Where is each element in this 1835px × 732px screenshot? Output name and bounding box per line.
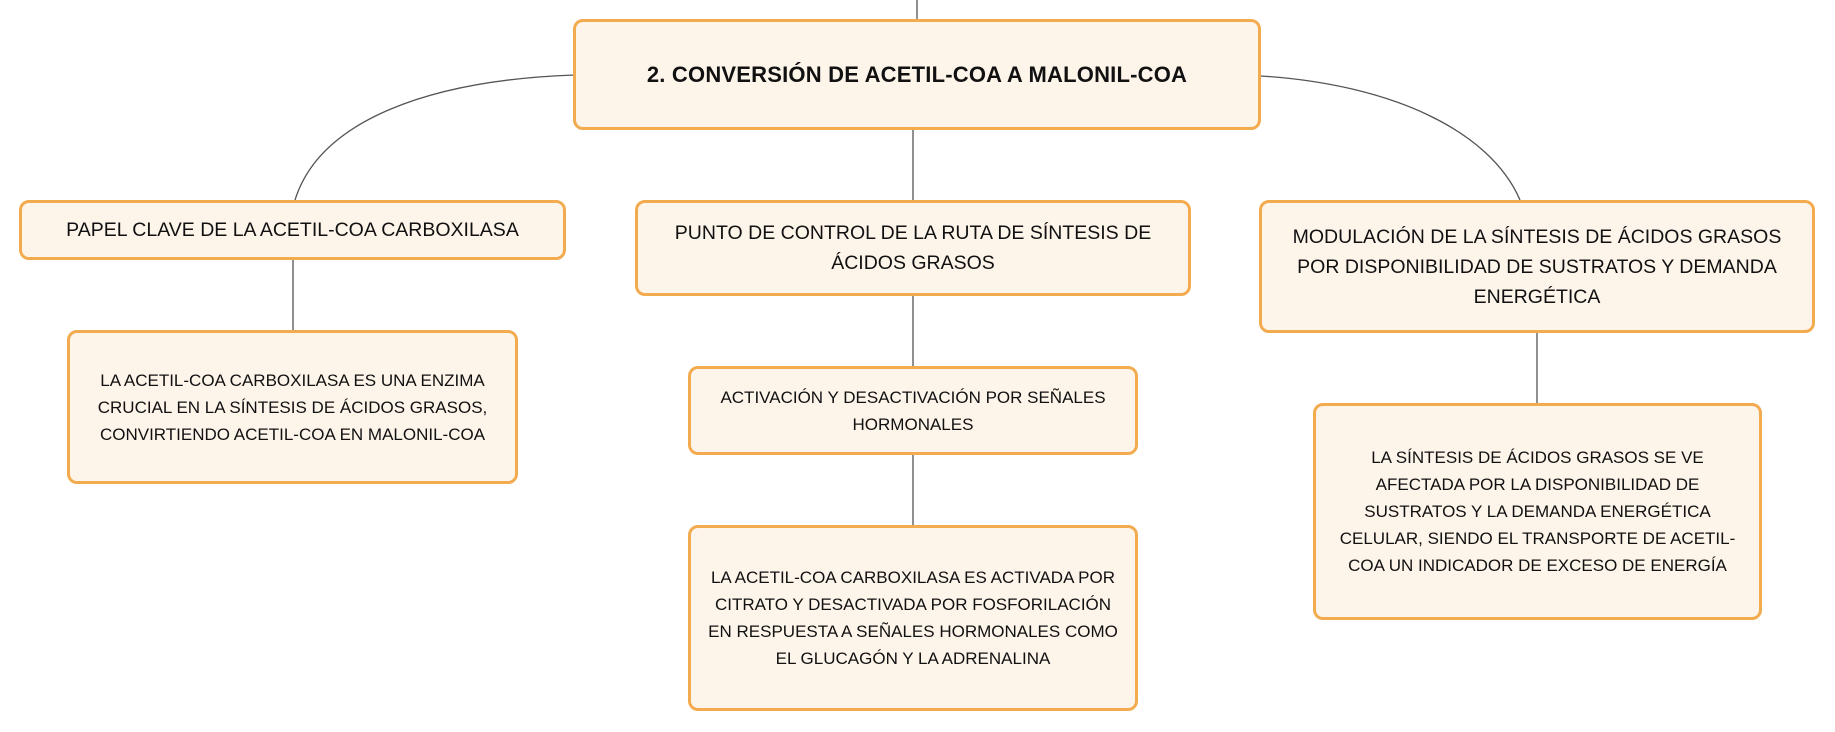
- branch-node-acc-key-role[interactable]: [19, 200, 566, 260]
- detail-label: LA ACETIL-COA CARBOXILASA ES ACTIVADA POR CITRATO Y DESACTIVADA POR FOSFORILACIÓN EN RESPUESTA A SEÑALES HORMONALES COMO EL GLUCAGÓN Y LA ADRENALINA: [708, 568, 1118, 668]
- root-topic-label: 2. CONVERSIÓN DE ACETIL-COA A MALONIL-COA: [646, 61, 1188, 87]
- detail-label: LA SÍNTESIS DE ÁCIDOS GRASOS SE VE AFECTADA POR LA DISPONIBILIDAD DE SUSTRATOS Y LA DEMANDA ENERGÉTICA CELULAR, SIENDO EL TRANSPORTE DE ACETIL-COA UN INDICADOR DE EXCESO DE ENERGÍA: [1339, 448, 1736, 575]
- detail-node-hormonal-signals[interactable]: [688, 366, 1138, 455]
- detail-label: ACTIVACIÓN Y DESACTIVACIÓN POR SEÑALES HORMONALES: [720, 387, 1106, 434]
- branch-node-control-point[interactable]: [635, 200, 1191, 296]
- branch-label: PUNTO DE CONTROL DE LA RUTA DE SÍNTESIS DE ÁCIDOS GRASOS: [674, 222, 1152, 274]
- root-topic-node[interactable]: [573, 19, 1261, 130]
- detail-label: LA ACETIL-COA CARBOXILASA ES UNA ENZIMA CRUCIAL EN LA SÍNTESIS DE ÁCIDOS GRASOS, CONVIRTIENDO ACETIL-COA EN MALONIL-COA: [97, 370, 488, 444]
- detail-node-citrate-phosphorylation[interactable]: [688, 525, 1138, 711]
- connector-root-to-branch-1: [295, 75, 575, 200]
- branch-node-modulation[interactable]: [1259, 200, 1815, 333]
- branch-label: PAPEL CLAVE DE LA ACETIL-COA CARBOXILASA: [66, 219, 519, 241]
- detail-node-acc-enzyme[interactable]: [67, 330, 518, 484]
- branch-label: MODULACIÓN DE LA SÍNTESIS DE ÁCIDOS GRASOS POR DISPONIBILIDAD DE SUSTRATOS Y DEMANDA ENERGÉTICA: [1292, 225, 1782, 308]
- connector-root-to-branch-3: [1261, 76, 1520, 200]
- detail-node-substrate-availability[interactable]: [1313, 403, 1762, 620]
